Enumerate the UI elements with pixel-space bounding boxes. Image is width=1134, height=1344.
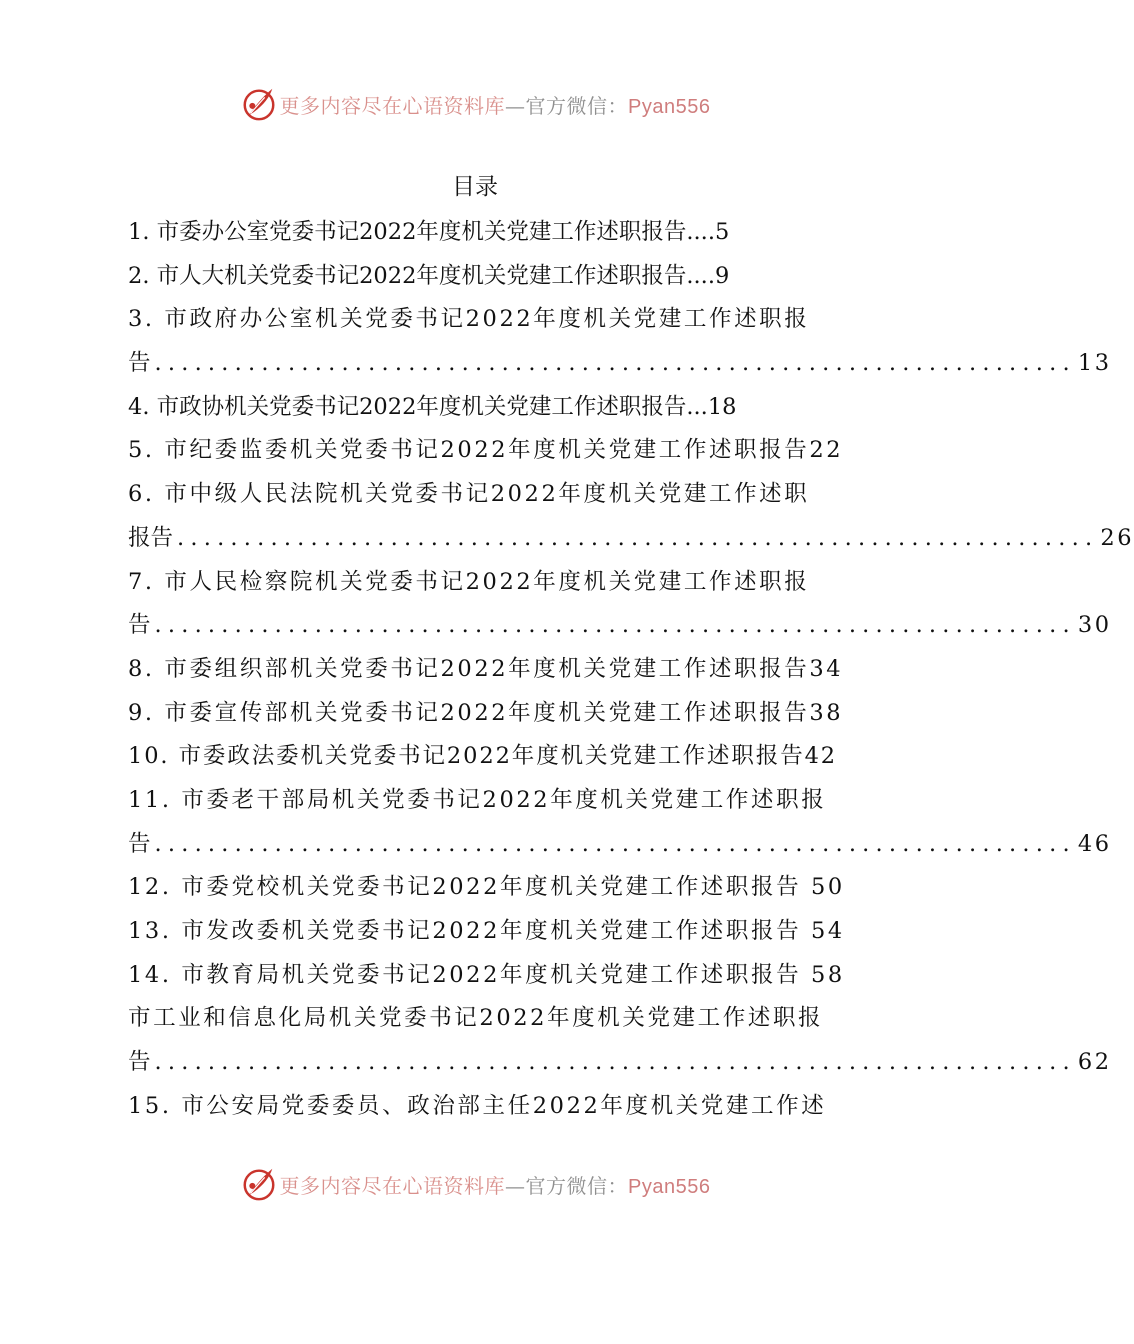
header-banner-text [280,90,711,119]
toc-entry-unnumbered-text: 市工业和信息化局机关党委书记2022年度机关党建工作述职报 [128,1005,824,1032]
toc-entry-2[interactable] [128,255,833,299]
footer-site-name: 更多内容尽在心语资料库 [279,1173,506,1198]
toc-entry-1[interactable] [128,211,833,255]
footer-wechat-id: Pyan556 [628,1175,711,1198]
toc-entry-11-cont[interactable] [128,823,1112,867]
header-banner [0,82,950,126]
toc-entry-1-text: 1. 市委办公室党委书记2022年度机关党建工作述职报告....5 [128,219,730,245]
header-wechat-label: —官方微信： [505,93,629,118]
toc-entry-unnumbered-cont[interactable] [128,1041,1112,1085]
toc-entry-14[interactable] [128,954,845,998]
toc-entry-8-text: 8. 市委组织部机关党委书记2022年度机关党建工作述职报告34 [128,655,844,682]
toc-entry-6-page: 26 [1100,524,1134,551]
toc-entry-11-text: 11. 市委老干部局机关党委书记2022年度机关党建工作述职报 [128,786,827,813]
toc-entry-2-text: 2. 市人大机关党委书记2022年度机关党建工作述职报告....9 [128,262,730,289]
toc-entry-7-text: 7. 市人民检察院机关党委书记2022年度机关党建工作述职报 [128,568,810,595]
toc-entry-3-text: 3. 市政府办公室机关党委书记2022年度机关党建工作述职报 [128,306,810,333]
toc-entry-11-page: 46 [1077,830,1112,857]
quill-logo-icon [240,85,278,123]
toc-entry-10[interactable] [128,735,838,779]
toc-entry-13[interactable] [128,910,845,954]
toc-entry-14-text: 14. 市教育局机关党委书记2022年度机关党建工作述职报告 58 [128,961,845,988]
toc-entry-7[interactable] [128,561,833,605]
dot-leader: ..................................................................... [177,524,1099,551]
toc-entry-3-cont[interactable] [128,342,1112,386]
toc-entry-3-tail: 告 [128,350,151,377]
toc-entry-3[interactable] [128,298,833,342]
quill-logo-icon [240,1165,278,1203]
toc-entry-10-text: 10. 市委政法委机关党委书记2022年度机关党建工作述职报告42 [128,743,838,770]
toc-entry-4-text: 4. 市政协机关党委书记2022年度机关党建工作述职报告...18 [128,393,737,420]
toc-entry-unnumbered-page: 62 [1077,1049,1112,1076]
toc-entry-unnumbered-tail: 告 [128,1049,151,1076]
toc-entry-6-cont[interactable] [128,517,1134,561]
toc-entry-unnumbered[interactable] [128,997,833,1041]
toc-entry-7-page: 30 [1077,612,1112,639]
toc-entry-7-cont[interactable] [128,604,1112,648]
footer-wechat-label: —官方微信： [505,1173,629,1198]
toc-entry-12[interactable] [128,866,845,910]
table-of-contents [128,211,1134,1128]
toc-entry-15-text: 15. 市公安局党委委员、政治部主任2022年度机关党建工作述 [128,1092,827,1119]
toc-entry-13-text: 13. 市发改委机关党委书记2022年度机关党建工作述职报告 54 [128,918,845,944]
header-site-name: 更多内容尽在心语资料库 [279,93,506,118]
dot-leader: ..................................................................... [154,350,1076,377]
footer-banner [0,1162,950,1206]
toc-entry-11[interactable] [128,779,833,823]
toc-entry-6-tail: 报告 [128,524,174,551]
dot-leader: ..................................................................... [154,612,1076,639]
dot-leader: ..................................................................... [154,1049,1076,1076]
footer-banner-text [280,1170,711,1199]
toc-entry-4[interactable] [128,386,833,430]
toc-entry-9[interactable] [128,692,844,736]
toc-entry-5-text: 5. 市纪委监委机关党委书记2022年度机关党建工作述职报告22 [128,437,844,464]
toc-title: 目录 [452,174,498,200]
toc-entry-15[interactable] [128,1085,833,1129]
toc-entry-7-tail: 告 [128,612,151,639]
toc-entry-6-text: 6. 市中级人民法院机关党委书记2022年度机关党建工作述职 [128,481,810,508]
toc-entry-5[interactable] [128,429,844,473]
toc-entry-8[interactable] [128,648,844,692]
toc-entry-9-text: 9. 市委宣传部机关党委书记2022年度机关党建工作述职报告38 [128,699,844,726]
toc-entry-12-text: 12. 市委党校机关党委书记2022年度机关党建工作述职报告 50 [128,874,845,901]
toc-entry-6[interactable] [128,473,833,517]
dot-leader: ..................................................................... [154,830,1076,857]
header-wechat-id: Pyan556 [628,95,711,118]
toc-entry-3-page: 13 [1077,350,1112,377]
toc-entry-11-tail: 告 [128,830,151,857]
